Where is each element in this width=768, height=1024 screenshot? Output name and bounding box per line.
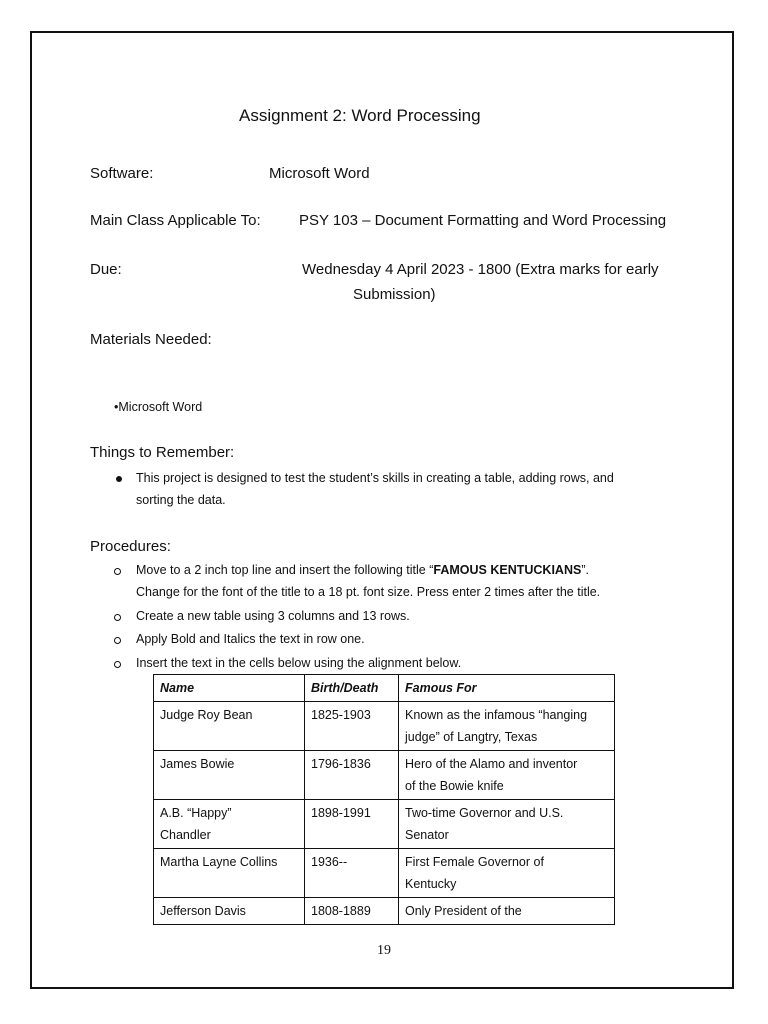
cell-years: 1825-1903 bbox=[305, 702, 399, 751]
procedure-step-1 bbox=[136, 563, 589, 577]
due-label: Due: bbox=[90, 261, 122, 278]
kentuckians-table bbox=[153, 674, 615, 925]
cell-famous-line: Two-time Governor and U.S. bbox=[405, 806, 564, 820]
cell-name bbox=[154, 702, 305, 751]
table-row bbox=[154, 849, 615, 898]
cell-name bbox=[154, 800, 305, 849]
step1-bold: FAMOUS KENTUCKIANS bbox=[433, 563, 582, 577]
cell-name bbox=[154, 898, 305, 925]
cell-years: 1808-1889 bbox=[305, 898, 399, 925]
cell-name bbox=[154, 751, 305, 800]
cell-name-line: Chandler bbox=[160, 828, 211, 842]
main-class-value: PSY 103 – Document Formatting and Word Processing bbox=[299, 212, 667, 229]
cell-famous bbox=[399, 898, 615, 925]
cell-name-line: James Bowie bbox=[160, 757, 235, 771]
due-value-line2: Submission) bbox=[353, 286, 436, 303]
document-title: Assignment 2: Word Processing bbox=[239, 106, 481, 125]
cell-famous bbox=[399, 800, 615, 849]
cell-famous-line: Senator bbox=[405, 828, 449, 842]
header-famous-for: Famous For bbox=[399, 675, 615, 702]
procedure-step-3: Apply Bold and Italics the text in row one. bbox=[136, 632, 365, 646]
remember-line2: sorting the data. bbox=[136, 493, 226, 507]
table-row bbox=[154, 702, 615, 751]
due-value-line1: Wednesday 4 April 2023 - 1800 (Extra marks for early bbox=[302, 261, 659, 278]
software-label: Software: bbox=[90, 165, 154, 182]
cell-years: 1936-- bbox=[305, 849, 399, 898]
header-birth-death: Birth/Death bbox=[305, 675, 399, 702]
table-row bbox=[154, 898, 615, 925]
remember-heading: Things to Remember: bbox=[90, 444, 235, 461]
cell-years: 1898-1991 bbox=[305, 800, 399, 849]
cell-name-line: Martha Layne Collins bbox=[160, 855, 278, 869]
step1-post: ”. bbox=[581, 563, 589, 577]
main-class-label: Main Class Applicable To: bbox=[90, 212, 261, 229]
circle-bullet-icon bbox=[114, 661, 121, 668]
table-header-row bbox=[154, 675, 615, 702]
circle-bullet-icon bbox=[114, 637, 121, 644]
step1-pre: Move to a 2 inch top line and insert the following title “ bbox=[136, 563, 434, 577]
cell-famous bbox=[399, 849, 615, 898]
cell-name bbox=[154, 849, 305, 898]
cell-famous-line: Hero of the Alamo and inventor bbox=[405, 757, 578, 771]
cell-famous-line: First Female Governor of bbox=[405, 855, 544, 869]
procedure-step-1-line2: Change for the font of the title to a 18 pt. font size. Press enter 2 times after the title. bbox=[136, 585, 601, 599]
remember-line1: This project is designed to test the student’s skills in creating a table, adding rows, and bbox=[136, 471, 614, 485]
cell-famous-line: of the Bowie knife bbox=[405, 779, 504, 793]
circle-bullet-icon bbox=[114, 614, 121, 621]
materials-heading: Materials Needed: bbox=[90, 331, 212, 348]
cell-famous-line: Only President of the bbox=[405, 904, 522, 918]
procedure-step-4: Insert the text in the cells below using the alignment below. bbox=[136, 656, 462, 670]
bullet-icon bbox=[116, 476, 122, 482]
circle-bullet-icon bbox=[114, 568, 121, 575]
table-row bbox=[154, 800, 615, 849]
cell-famous-line: Kentucky bbox=[405, 877, 457, 891]
header-name: Name bbox=[154, 675, 305, 702]
cell-famous bbox=[399, 702, 615, 751]
page-number: 19 bbox=[377, 943, 391, 958]
cell-famous-line: Known as the infamous “hanging bbox=[405, 708, 588, 722]
procedure-step-2: Create a new table using 3 columns and 13 rows. bbox=[136, 609, 410, 623]
procedures-heading: Procedures: bbox=[90, 538, 171, 555]
table-row bbox=[154, 751, 615, 800]
cell-famous bbox=[399, 751, 615, 800]
software-value: Microsoft Word bbox=[269, 165, 370, 182]
cell-years: 1796-1836 bbox=[305, 751, 399, 800]
cell-famous-line: judge” of Langtry, Texas bbox=[405, 730, 538, 744]
cell-name-line: A.B. “Happy” bbox=[160, 806, 232, 820]
materials-item: •Microsoft Word bbox=[114, 400, 203, 414]
cell-name-line: Judge Roy Bean bbox=[160, 708, 253, 722]
cell-name-line: Jefferson Davis bbox=[160, 904, 246, 918]
